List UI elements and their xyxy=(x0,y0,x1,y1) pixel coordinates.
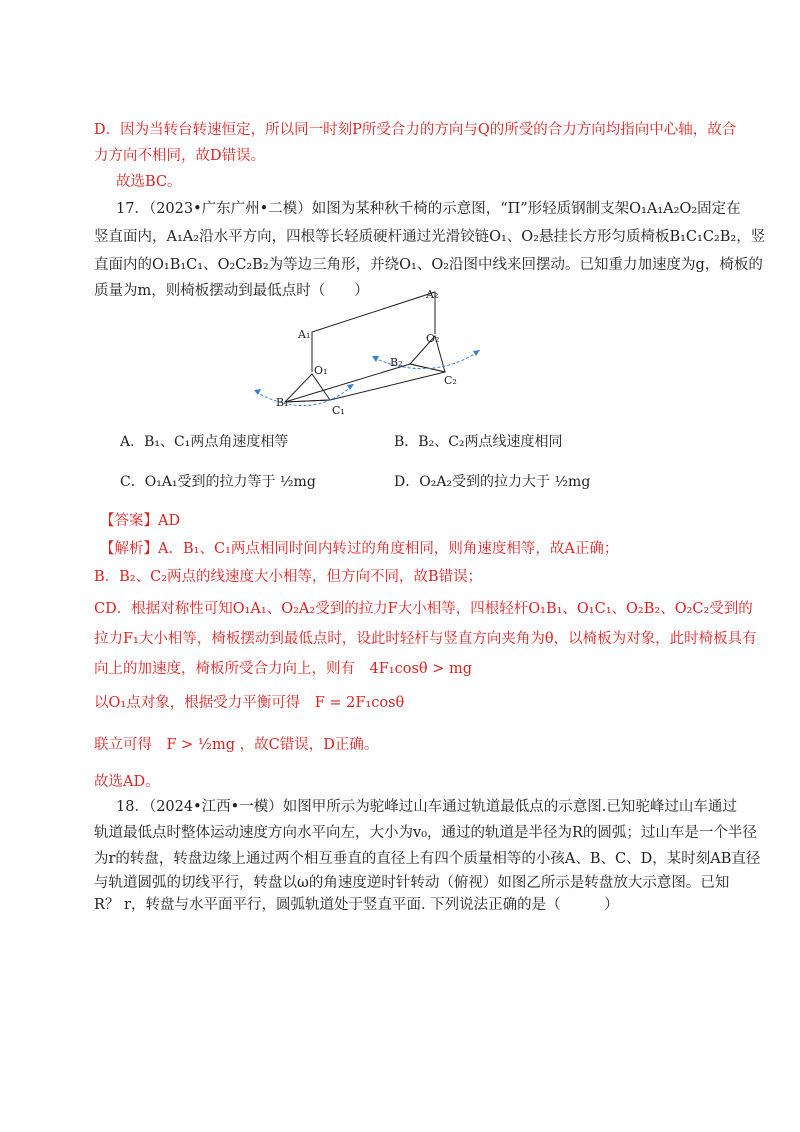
analysis-cd-line-3: 向上的加速度，椅板所受合力向上，则有 4F₁cosθ > mg xyxy=(94,661,473,677)
frame-outline xyxy=(312,292,435,340)
question-17-line-3: 直面内的O₁B₁C₁、O₂C₂B₂为等边三角形，并绕O₁、O₂沿图中线来回摆动。已知重力加速度为g，椅板的 xyxy=(94,257,763,273)
option-d-explanation-line-2: 力方向不相同，故D错误。 xyxy=(94,148,266,164)
question-18-line-4: 与轨道圆弧的切线平行，转盘以ω的角速度逆时针转动（俯视）如图乙所示是转盘放大示意图。已知 xyxy=(94,875,730,891)
label-b1: B₁ xyxy=(276,396,289,409)
option-d: D．O₂A₂受到的拉力大于 ½mg xyxy=(394,474,591,490)
analysis-option-b: B．B₂、C₂两点的线速度大小相等，但方向不同，故B错误； xyxy=(94,569,483,585)
arc-arrow-left-2 xyxy=(347,384,354,390)
question-18-line-1: 18．（2024•江西•一模）如图甲所示为驼峰过山车通过轨道最低点的示意图.已知驼峰过山车通过 xyxy=(116,799,737,815)
label-o1: O₁ xyxy=(314,364,328,377)
option-c: C．O₁A₁受到的拉力等于 ½mg xyxy=(120,474,316,490)
triangle-o1 xyxy=(285,374,330,402)
label-b2: B₂ xyxy=(390,356,403,369)
answer-label: 【答案】AD xyxy=(100,513,181,529)
question-17-line-1: 17．（2023•广东广州•二模）如图为某种秋千椅的示意图，“Π”形轻质钢制支架O₁A₁A₂O₂固定在 xyxy=(116,201,741,217)
label-c1: C₁ xyxy=(332,404,345,417)
swing-chair-diagram xyxy=(240,282,500,422)
label-o2: O₂ xyxy=(426,332,440,345)
question-18-line-5: R？ r，转盘与水平面平行，圆弧轨道处于竖直平面. 下列说法正确的是（ ） xyxy=(94,897,619,913)
question-18-line-3: 为r的转盘，转盘边缘上通过两个相互垂直的直径上有四个质量相等的小孩A、B、C、D，某时刻AB直径 xyxy=(94,851,761,867)
option-b: B．B₂、C₂两点线速度相同 xyxy=(394,434,563,450)
analysis-cd-line-2: 拉力F₁大小相等，椅板摆动到最低点时，设此时轻杆与竖直方向夹角为θ，以椅板为对象，此时椅板具有 xyxy=(94,631,757,647)
analysis-option-a: 【解析】A．B₁、C₁两点相同时间内转过的角度相同，则角速度相等，故A正确； xyxy=(100,541,619,557)
option-a: A．B₁、C₁两点角速度相等 xyxy=(120,434,289,450)
choose-bc: 故选BC。 xyxy=(116,174,182,190)
analysis-cd-line-1: CD．根据对称性可知O₁A₁、O₂A₂受到的拉力F大小相等，四根轻杆O₁B₁、O₁C₁、O₂B₂、O₂C₂受到的 xyxy=(94,601,753,617)
question-18-line-2: 轨道最低点时整体运动速度方向水平向左，大小为v₀，通过的轨道是半径为R的圆弧；过山车是一个半径 xyxy=(94,825,757,841)
label-a2: A₂ xyxy=(426,288,439,301)
seat-edge-front xyxy=(330,372,445,400)
arc-arrow-right-2 xyxy=(473,350,480,356)
arc-arrow-left-1 xyxy=(254,389,261,395)
choose-ad: 故选AD。 xyxy=(94,774,160,790)
analysis-cd-line-4: 以O₁点对象，根据受力平衡可得 F = 2F₁cosθ xyxy=(94,695,405,711)
label-a1: A₁ xyxy=(298,328,311,341)
analysis-cd-line-5: 联立可得 F > ½mg ，故C错误，D正确。 xyxy=(94,737,379,753)
label-c2: C₂ xyxy=(444,374,457,387)
option-d-explanation-line-1: D．因为当转台转速恒定，所以同一时刻P所受合力的方向与Q的所受的合力方向均指向中心轴，故合 xyxy=(94,122,737,138)
question-17-line-4: 质量为m，则椅板摆动到最低点时（ ） xyxy=(94,283,369,299)
arc-arrow-right-1 xyxy=(372,356,379,362)
question-17-line-2: 竖直面内，A₁A₂沿水平方向，四根等长轻质硬杆通过光滑铰链O₁、O₂悬挂长方形匀质椅板B₁C₁C₂B₂，竖 xyxy=(94,229,766,245)
